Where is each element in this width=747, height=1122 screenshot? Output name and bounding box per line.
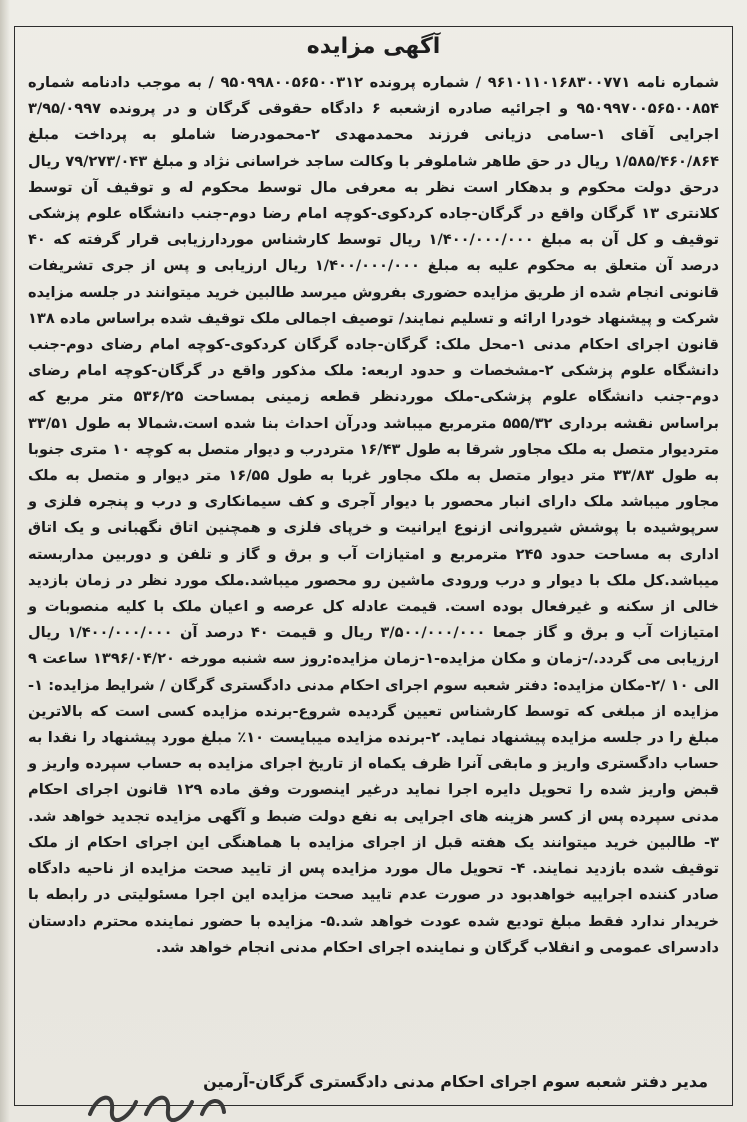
page-edge-shadow <box>0 0 10 1122</box>
notice-body: شماره نامه ۹۶۱۰۱۱۰۱۶۸۳۰۰۷۷۱ / شماره پرونده ۹۵۰۹۹۸۰۰۵۶۵۰۰۳۱۲ / به موجب دادنامه شماره ۹۵۰۹۹۷۰۰۵۶۵۰۰۸۵۴ و اجرائیه صادره ازشعبه ۶ دادگاه حقوقی گرگان و در پرونده ۳/۹۵/۰۹۹۷ اجرایی آقای ۱-سامی دزیانی فرزند محمدمهدی ۲-محمودرضا شاملو به پرداخت مبلغ ۱/۵۸۵/۴۶۰/۸۶۴ ریال در حق طاهر شاملوفر با وکالت ساجد خراسانی نژاد و مبلغ ۷۹/۲۷۳/۰۴۳ ریال درحق دولت محکوم و بدهکار است نظر به معرفی مال توسط محکوم له و توقیف آن توسط کلانتری ۱۳ گرگان واقع در گرگان-جاده کردکوی-کوچه امام رضا دوم-جنب دانشگاه علوم پزشکی توقیف و کل آن به مبلغ ۱/۴۰۰/۰۰۰/۰۰۰ ریال توسط کارشناس موردارزیابی قرار گرفته که ۴۰ درصد آن متعلق به محکوم علیه به مبلغ ۱/۴۰۰/۰۰۰/۰۰۰ ریال ارزیابی و پس از جری تشریفات قانونی انجام شده از طریق مزایده حضوری بفروش میرسد طالبین خرید میتوانند در جلسه مزایده شرکت و پیشنهاد خودرا ارائه و تسلیم نمایند/ توصیف اجمالی ملک توقیف شده براساس ماده ۱۳۸ قانون اجرای احکام مدنی ۱-محل ملک: گرگان-جاده گرگان کردکوی-کوچه امام رضای دوم-جنب دانشگاه علوم پزشکی ۲-مشخصات و حدود اربعه: ملک مذکور واقع در گرگان-کوچه امام رضای دوم-جنب دانشگاه علوم پزشکی-ملک موردنظر قطعه زمینی بمساحت ۵۳۶/۲۵ متر مربع که براساس نقشه برداری ۵۵۵/۳۲ مترمربع میباشد ودرآن احداث بنا شده است.شمالا به طول ۳۳/۵۱ متردیوار متصل به ملک مجاور شرقا به طول ۱۶/۴۳ متردرب و دیوار متصل به کوچه ۱۰ متری جنوبا به طول ۳۳/۸۳ متر دیوار متصل به ملک مجاور غربا به طول ۱۶/۵۵ متر دیوار و متصل به ملک مجاور میباشد ملک دارای انبار محصور با دیوار آجری و کف سیمانکاری و درب و پنجره فلزی و سرپوشیده با پوشش شیروانی ازنوع ایرانیت و خرپای فلزی و همچنین اتاق نگهبانی و یک اتاق اداری به مساحت حدود ۲۴۵ مترمربع و امتیازات آب و برق و گاز و تلفن و دوربین مداربسته میباشد.کل ملک با دیوار و درب ورودی ماشین رو محصور میباشد.ملک مورد نظر در زمان بازدید خالی از سکنه و غیرفعال بوده است. قیمت عادله کل عرصه و اعیان ملک با کلیه منصوبات و امتیازات آب و برق و گاز جمعا ۳/۵۰۰/۰۰۰/۰۰۰ ریال و قیمت ۴۰ درصد آن ۱/۴۰۰/۰۰۰/۰۰۰ ریال ارزیابی می گردد./-زمان و مکان مزایده-۱-زمان مزایده:روز سه شنبه مورخه ۱۳۹۶/۰۴/۲۰ ساعت ۹ الی ۱۰ /۲-مکان مزایده: دفتر شعبه سوم اجرای احکام مدنی دادگستری گرگان / شرایط مزایده: ۱- مزایده از مبلغی که توسط کارشناس تعیین گردیده شروع-برنده مزایده کسی است که بالاترین مبلغ را در جلسه مزایده پیشنهاد نماید. ۲-برنده مزایده میبایست ۱۰٪ مبلغ مورد پیشنهاد را نقدا به حساب دادگستری واریز و مابقی آنرا ظرف یکماه از تاریخ اجرای مزایده به حساب سپرده واریز و قبض واریز شده را تحویل دایره اجرا نماید درغیر اینصورت وفق ماده ۱۲۹ قانون اجرای احکام مدنی سپرده پس از کسر هزینه های اجرایی به نفع دولت ضبط و آگهی مزایده تجدید خواهد شد. ۳- طالبین خرید میتوانند یک هفته قبل از اجرای مزایده با هماهنگی این اجرای احکام از ملک توقیف شده بازدید نمایند. ۴- تحویل مال مورد مزایده پس از تایید صحت مزایده از ناحیه دادگاه صادر کننده اجراییه خواهدبود در صورت عدم تایید صحت مزایده این اجرا مسئولیتی در رابطه با خریدار ندارد فقط مبلغ تودیع شده عودت خواهد شد.۵- مزایده با حضور نماینده محترم دادستان دادسرای عمومی و انقلاب گرگان و نماینده اجرای احکام مدنی انجام خواهد شد. <box>28 74 720 956</box>
handwritten-mark <box>84 1084 234 1122</box>
notice-signature: مدیر دفتر شعبه سوم اجرای احکام مدنی دادگستری گرگان-آرمین <box>203 1072 708 1091</box>
notice-title: آگهی مزایده <box>306 34 441 59</box>
